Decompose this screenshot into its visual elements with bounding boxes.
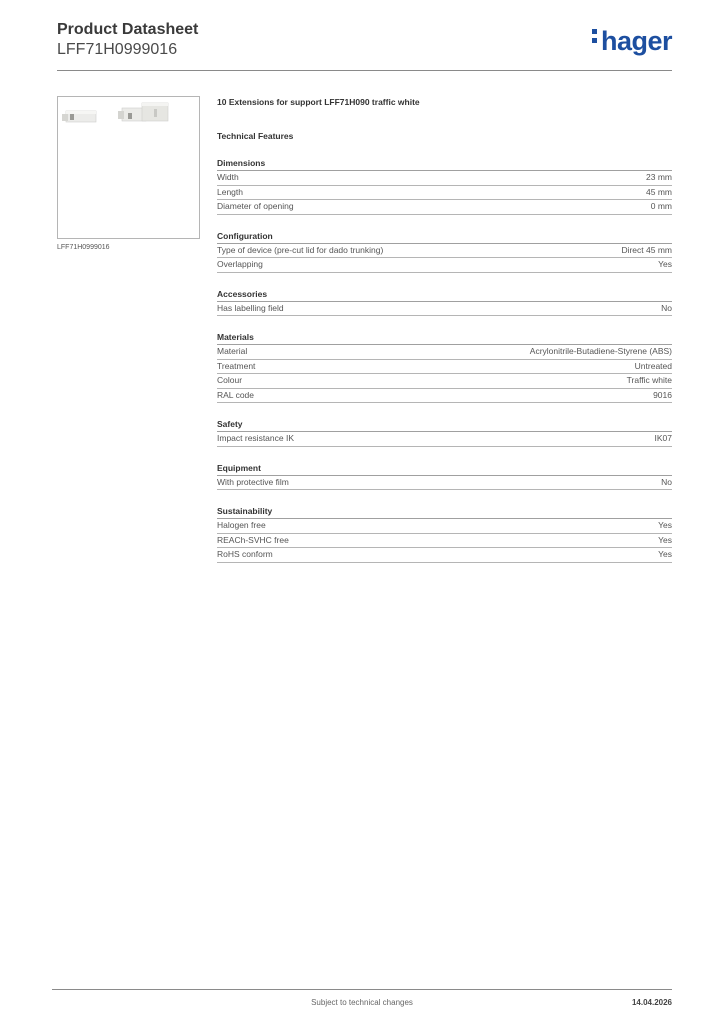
table-row	[217, 171, 672, 186]
row-value: Yes	[658, 549, 672, 559]
row-value: Yes	[658, 520, 672, 530]
table-row	[217, 186, 672, 201]
page-title: Product Datasheet	[57, 21, 199, 38]
row-label: RAL code	[217, 389, 255, 400]
section-materials	[217, 331, 672, 403]
row-label: Treatment	[217, 360, 256, 371]
header-divider	[57, 70, 672, 71]
row-value: 0 mm	[650, 201, 672, 211]
row-label: Halogen free	[217, 520, 266, 530]
section-title: Configuration	[217, 230, 672, 244]
row-label: RoHS conform	[217, 549, 273, 559]
section-title: Dimensions	[217, 157, 672, 171]
row-label: Impact resistance IK	[217, 433, 295, 443]
row-value: Untreated	[634, 360, 672, 371]
page-header	[57, 20, 672, 70]
table-row	[217, 519, 672, 534]
footer-date: 14.04.2026	[631, 998, 672, 1007]
footer-divider	[52, 989, 672, 990]
row-value: 9016	[653, 389, 672, 400]
table-row	[217, 389, 672, 404]
row-label: With protective film	[217, 476, 289, 487]
section-title: Sustainability	[217, 505, 672, 519]
row-value: Acrylonitrile-Butadiene-Styrene (ABS)	[529, 346, 672, 356]
row-label: Has labelling field	[217, 302, 284, 313]
table-row	[217, 534, 672, 549]
section-sustainability	[217, 505, 672, 563]
row-value: Yes	[658, 259, 672, 269]
product-image	[57, 96, 200, 239]
section-configuration	[217, 230, 672, 273]
logo-text: hager	[600, 26, 672, 56]
table-row	[217, 476, 672, 491]
section-equipment	[217, 462, 672, 491]
image-caption: LFF71H0999016	[57, 244, 110, 251]
section-title: Materials	[217, 331, 672, 345]
hager-logo	[592, 26, 672, 56]
row-value: No	[661, 476, 672, 487]
table-row	[217, 345, 672, 360]
row-label: Type of device (pre-cut lid for dado trunking)	[217, 244, 384, 255]
product-photo-icon	[58, 97, 199, 238]
table-row	[217, 432, 672, 447]
product-description: 10 Extensions for support LFF71H090 traffic white	[217, 97, 420, 107]
row-label: Material	[217, 346, 248, 356]
section-title: Accessories	[217, 288, 672, 302]
table-row	[217, 548, 672, 563]
section-title: Equipment	[217, 462, 672, 476]
product-code: LFF71H0999016	[57, 41, 178, 58]
section-dimensions	[217, 157, 672, 215]
table-row	[217, 244, 672, 259]
row-label: Overlapping	[217, 259, 263, 269]
section-title: Safety	[217, 418, 672, 432]
technical-features-heading: Technical Features	[217, 131, 294, 141]
row-label: Diameter of opening	[217, 201, 294, 211]
table-row	[217, 374, 672, 389]
row-value: Yes	[658, 534, 672, 545]
footer-note: Subject to technical changes	[311, 998, 413, 1007]
table-row	[217, 302, 672, 317]
row-value: Traffic white	[626, 375, 672, 385]
row-label: Length	[217, 186, 243, 197]
row-value: Direct 45 mm	[621, 244, 672, 255]
row-label: Width	[217, 172, 239, 182]
table-row	[217, 200, 672, 215]
row-value: No	[661, 302, 672, 313]
datasheet-content	[217, 96, 672, 563]
row-label: Colour	[217, 375, 243, 385]
row-value: 45 mm	[646, 186, 672, 197]
table-row	[217, 258, 672, 273]
row-value: 23 mm	[646, 172, 672, 182]
table-row	[217, 360, 672, 375]
row-value: IK07	[654, 433, 672, 443]
section-accessories	[217, 288, 672, 317]
logo-dots-icon	[592, 25, 598, 47]
section-safety	[217, 418, 672, 447]
row-label: REACh-SVHC free	[217, 534, 289, 545]
